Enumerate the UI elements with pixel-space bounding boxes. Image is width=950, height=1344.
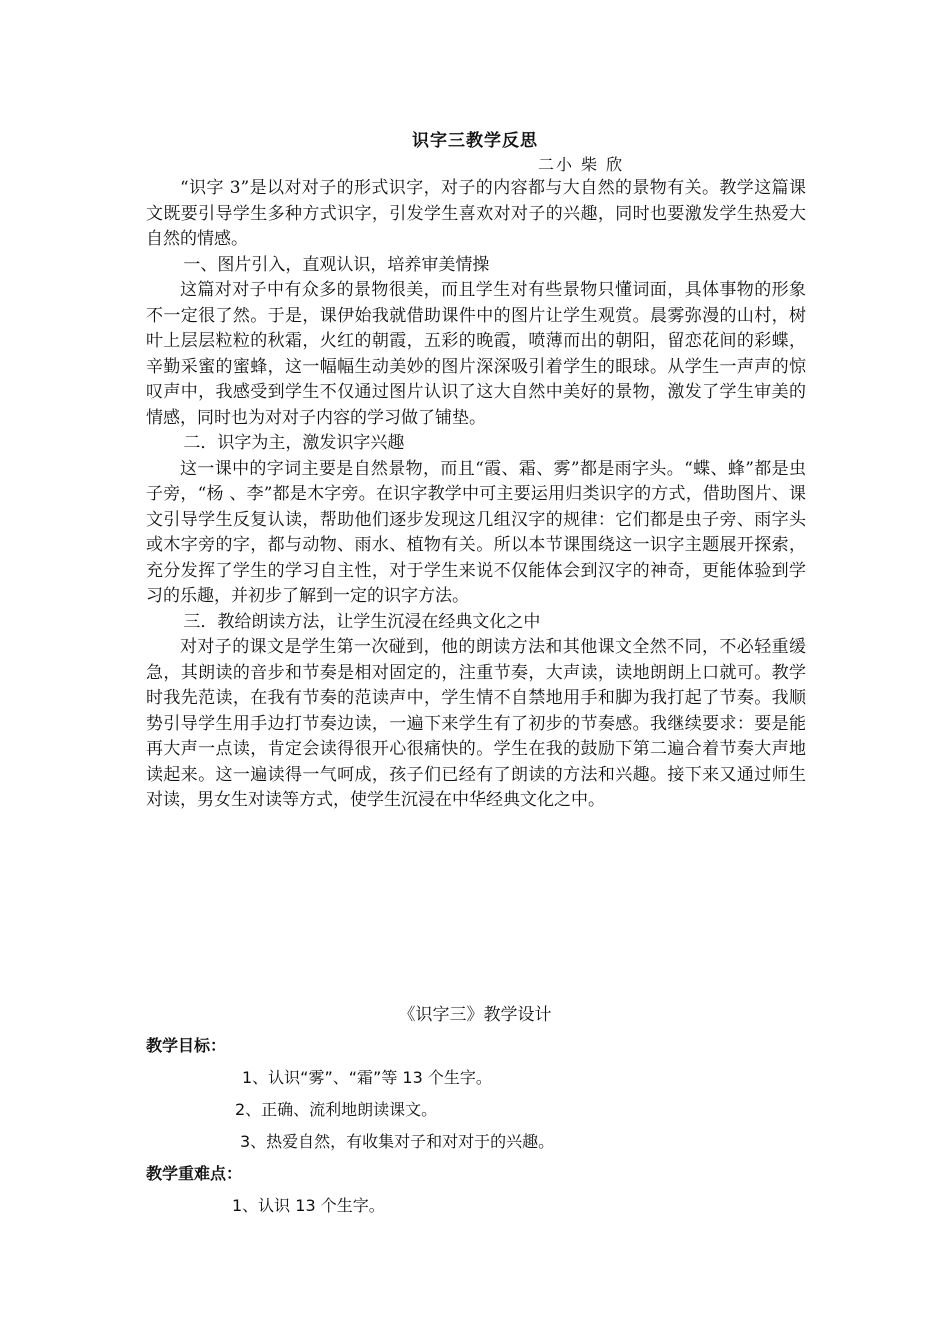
- author-line: 二小 柴 欣: [538, 155, 625, 174]
- goals-label: 教学目标：: [146, 1036, 227, 1055]
- section-paragraph-2: 这一课中的字词主要是自然景物，而且“霞、霜、雾”都是雨字头。“蝶、蜂”都是虫子旁，“杨 、李”都是木字旁。在识字教学中可主要运用归类识字的方式，借助图片、课文引导学生反复认读，帮助他们逐步发现这几组汉字的规律：它们都是虫子旁、雨字头或木字旁的字，都与动物、雨水、植物有关。所以本节课围绕这一识字主题展开探索，充分发挥了学生的学习自主性，对于学生来说不仅能体会到汉字的神奇，更能体验到学习的乐趣，并初步了解到一定的识字方法。: [146, 458, 806, 606]
- section-paragraph-3: 对对子的课文是学生第一次碰到，他的朗读方法和其他课文全然不同，不必轻重缓急，其朗读的音步和节奏是相对固定的，注重节奏，大声读，读地朗朗上口就可。教学时我先范读，在我有节奏的范读声中，学生情不自禁地用手和脚为我打起了节奏。我顺势引导学生用手边打节奏边读，一遍下来学生有了初步的节奏感。我继续要求：要是能再大声一点读，肯定会读得很开心很痛快的。学生在我的鼓励下第二遍合着节奏大声地读起来。这一遍读得一气呵成，孩子们已经有了朗读的方法和兴趣。接下来又通过师生对读，男女生对读等方式，使学生沉浸在中华经典文化之中。: [146, 637, 806, 810]
- goal-item-1: 1、认识“雾”、“霜”等 13 个生字。: [242, 1068, 492, 1087]
- section-heading-1: 一、图片引入，直观认识，培养审美情操: [183, 254, 490, 275]
- section-paragraph-1: 这篇对对子中有众多的景物很美，而且学生对有些景物只懂词面，具体事物的形象不一定很了然。于是，课伊始我就借助课件中的图片让学生观赏。晨雾弥漫的山村，树叶上层层粒粒的秋霜，火红的朝霞，五彩的晚霞，喷薄而出的朝阳，留恋花间的彩蝶，辛勤采蜜的蜜蜂，这一幅幅生动美妙的图片深深吸引着学生的眼球。从学生一声声的惊叹声中，我感受到学生不仅通过图片认识了这大自然中美好的景物，激发了学生审美的情感，同时也为对对子内容的学习做了铺垫。: [146, 280, 806, 428]
- goal-item-2: 2、正确、流利地朗读课文。: [235, 1100, 438, 1119]
- design-title: 《识字三》教学设计: [398, 1005, 552, 1025]
- section-heading-2: 二．识字为主，激发识字兴趣: [183, 433, 405, 453]
- reflection-title: 识字三教学反思: [412, 131, 538, 151]
- intro-paragraph: “识字 3”是以对对子的形式识字，对子的内容都与大自然的景物有关。教学这篇课文既要引导学生多种方式识字，引发学生喜欢对对子的兴趣，同时也要激发学生热爱大自然的情感。: [146, 178, 806, 249]
- section-heading-3: 三．教给朗读方法，让学生沉浸在经典文化之中: [183, 611, 541, 632]
- key-points-label: 教学重难点：: [146, 1164, 243, 1183]
- key-point-item-1: 1、认识 13 个生字。: [232, 1196, 385, 1215]
- goal-item-3: 3、热爱自然，有收集对子和对对于的兴趣。: [240, 1132, 555, 1151]
- reflection-body: [146, 176, 806, 814]
